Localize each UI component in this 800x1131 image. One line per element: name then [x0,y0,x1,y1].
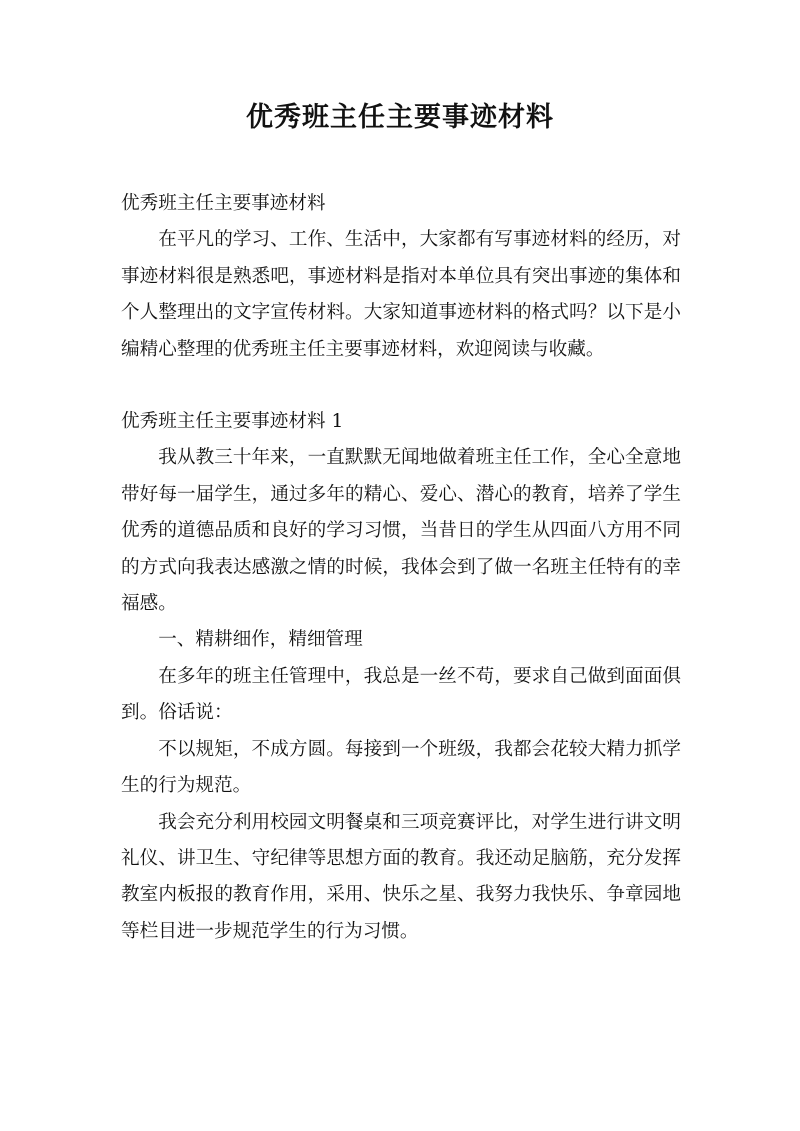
body-paragraph: 我会充分利用校园文明餐桌和三项竞赛评比，对学生进行讲文明礼仪、讲卫生、守纪律等思想方面的教育。我还动足脑筋，充分发挥教室内板报的教育作用，采用、快乐之星、我努力我快乐、争章园地等栏目进一步规范学生的行为习惯。 [121,811,681,942]
body-paragraph: 不以规矩，不成方圆。每接到一个班级，我都会花较大精力抓学生的行为规范。 [121,738,681,797]
intro-paragraph: 在平凡的学习、工作、生活中，大家都有写事迹材料的经历，对事迹材料很是熟悉吧，事迹材料是指对本单位具有突出事迹的集体和个人整理出的文字宣传材料。大家知道事迹材料的格式吗？以下是小编精心整理的优秀班主任主要事迹材料，欢迎阅读与收藏。 [121,229,681,360]
document-subtitle: 优秀班主任主要事迹材料 [121,193,326,214]
section-subheading: 一、精耕细作，精细管理 [158,629,363,651]
section-heading: 优秀班主任主要事迹材料 1 [121,411,344,433]
document-title: 优秀班主任主要事迹材料 [246,102,554,133]
body-paragraph: 我从教三十年来，一直默默无闻地做着班主任工作，全心全意地带好每一届学生，通过多年的精心、爱心、潜心的教育，培养了学生优秀的道德品质和良好的学习习惯，当昔日的学生从四面八方用不同的方式向我表达感激之情的时候，我体会到了做一名班主任特有的幸福感。 [121,447,681,615]
body-paragraph: 在多年的班主任管理中，我总是一丝不苟，要求自己做到面面俱到。俗话说： [121,665,681,724]
document-body [121,186,681,950]
